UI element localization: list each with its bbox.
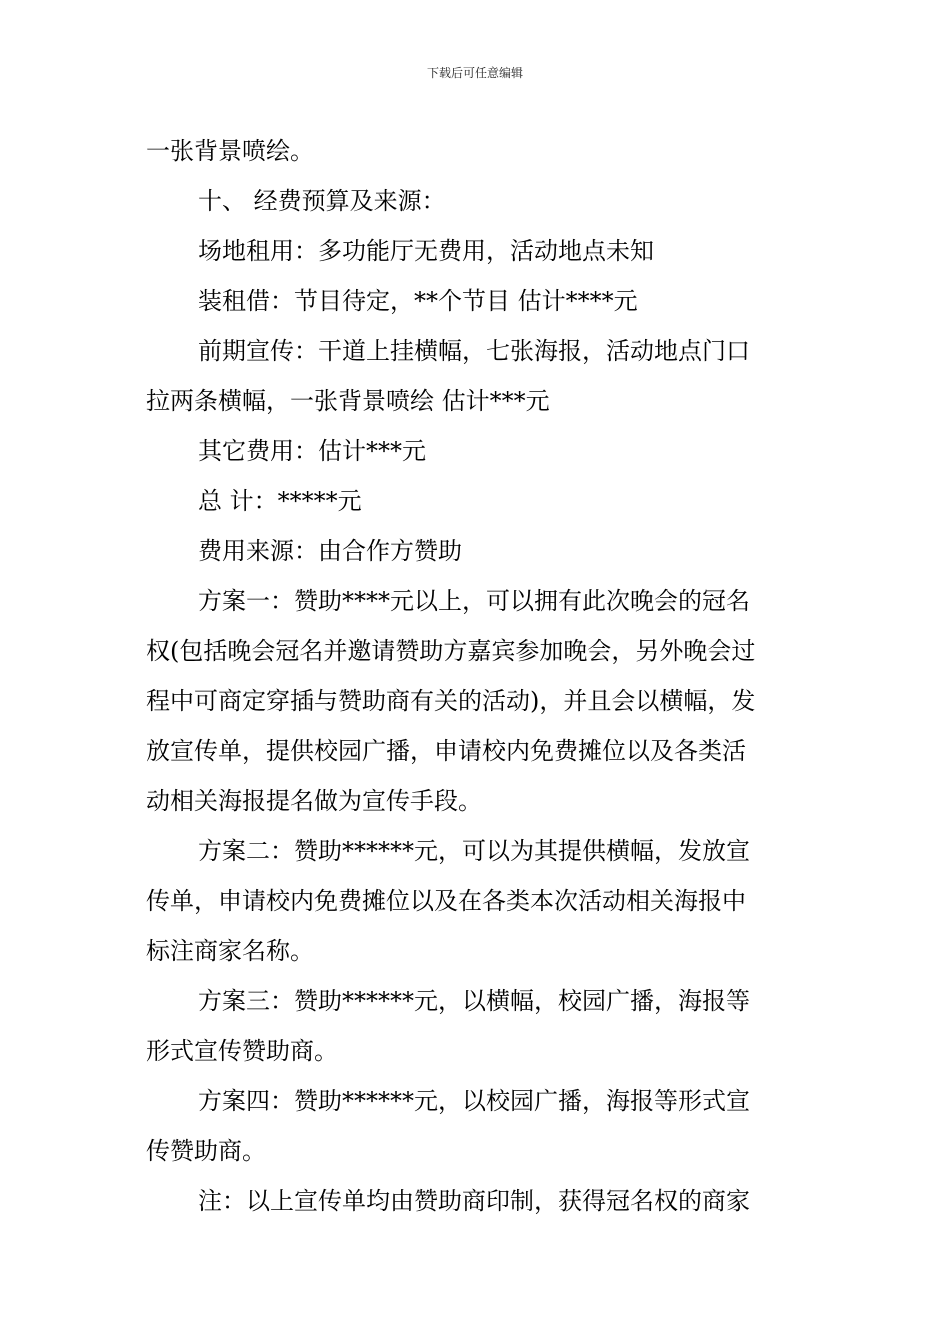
body-line: 方案一：赞助****元以上，可以拥有此次晚会的冠名 (198, 587, 750, 615)
body-line: 放宣传单，提供校园广播，申请校内免费摊位以及各类活 (146, 737, 746, 765)
body-line: 传赞助商。 (146, 1137, 266, 1165)
body-line: 标注商家名称。 (146, 937, 314, 965)
body-line: 前期宣传：干道上挂横幅，七张海报，活动地点门口 (198, 337, 750, 365)
document-body (146, 126, 806, 1226)
body-line: 注：以上宣传单均由赞助商印制，获得冠名权的商家 (198, 1187, 750, 1215)
body-line: 方案四：赞助******元，以校园广播，海报等形式宣 (198, 1087, 750, 1115)
body-line: 总 计：*****元 (198, 487, 362, 515)
body-line: 程中可商定穿插与赞助商有关的活动)，并且会以横幅，发 (146, 687, 756, 715)
body-line: 场地租用：多功能厅无费用，活动地点未知 (198, 237, 654, 265)
body-line: 一张背景喷绘。 (146, 137, 314, 165)
body-line: 传单，申请校内免费摊位以及在各类本次活动相关海报中 (146, 887, 746, 915)
body-line: 动相关海报提名做为宣传手段。 (146, 787, 482, 815)
body-line: 方案二：赞助******元，可以为其提供横幅，发放宣 (198, 837, 750, 865)
body-line: 其它费用：估计***元 (198, 437, 426, 465)
body-line: 形式宣传赞助商。 (146, 1037, 338, 1065)
body-line: 权(包括晚会冠名并邀请赞助方嘉宾参加晚会，另外晚会过 (146, 637, 756, 665)
body-line: 费用来源：由合作方赞助 (198, 537, 462, 565)
body-line: 方案三：赞助******元，以横幅，校园广播，海报等 (198, 987, 750, 1015)
body-line: 拉两条横幅，一张背景喷绘 估计***元 (146, 387, 550, 415)
page-header: 下载后可任意编辑 (426, 66, 523, 80)
body-line: 装租借：节目待定，**个节目 估计****元 (198, 287, 638, 315)
section-heading: 十、 经费预算及来源： (198, 187, 446, 215)
